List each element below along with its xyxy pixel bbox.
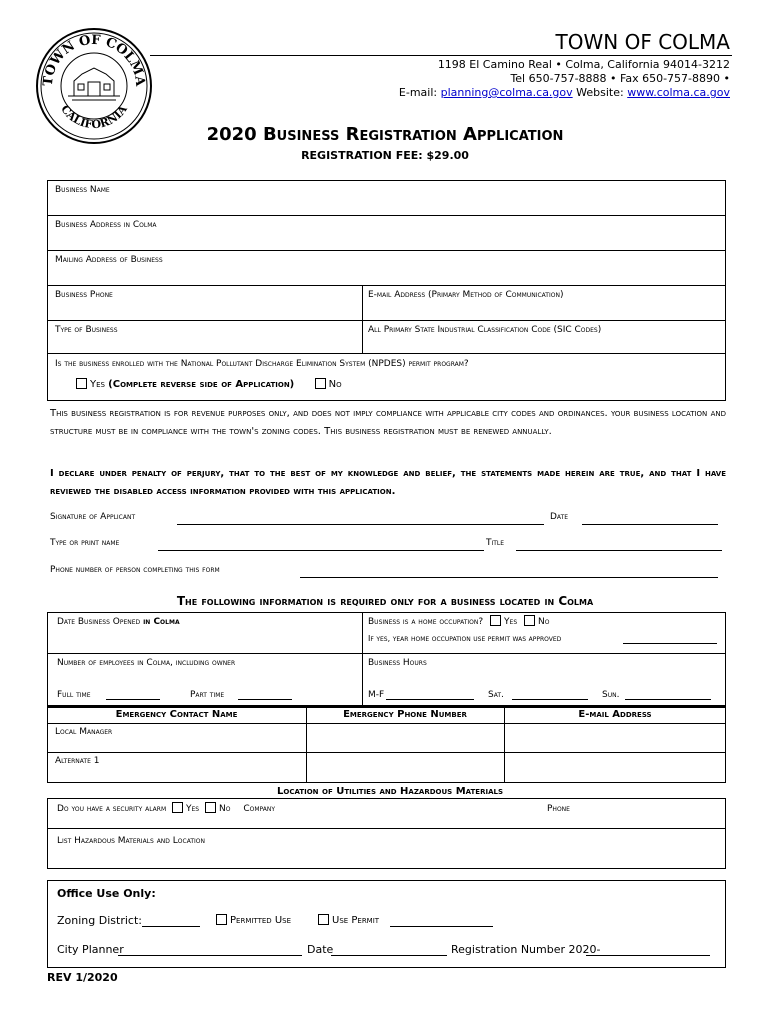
npdes-question: Is the business enrolled with the National Pollutant Discharge Elimination System (NPDES) permit program? (55, 359, 469, 369)
alarm-yes-checkbox[interactable] (172, 802, 183, 813)
mf-label: M-F (368, 690, 385, 700)
revision-label: REV 1/2020 (47, 971, 118, 984)
title-label: Title (486, 538, 505, 548)
security-alarm-label: Do you have a security alarm (57, 804, 167, 814)
business-address-field[interactable]: Business Address in Colma (55, 220, 157, 230)
permit-approved-label: If yes, year home occupation use permit was approved (368, 634, 562, 643)
title-line[interactable] (516, 550, 722, 551)
full-time-label: Full time (57, 690, 91, 700)
print-name-line[interactable] (158, 550, 484, 551)
npdes-no-label: No (328, 379, 342, 390)
header-address: 1198 El Camino Real • Colma, California 94014-3212 (437, 58, 730, 71)
registration-number-label: Registration Number 2020- (451, 943, 601, 956)
business-hours-label: Business Hours (368, 658, 427, 668)
alarm-no-checkbox[interactable] (205, 802, 216, 813)
in-colma-label: in Colma (143, 617, 180, 627)
email-label: E-mail: (398, 86, 438, 99)
permitted-use-label: Permitted Use (230, 915, 292, 926)
use-permit-line[interactable] (390, 926, 493, 927)
permitted-use-checkbox[interactable] (216, 914, 227, 925)
zoning-district-label: Zoning District: (57, 914, 142, 927)
zoning-district-line[interactable] (142, 926, 200, 927)
email-link[interactable]: planning@colma.ca.gov (440, 86, 573, 99)
website-link[interactable]: www.colma.ca.gov (627, 86, 730, 99)
date-opened-field[interactable] (57, 617, 180, 627)
business-type-field[interactable]: Type of Business (55, 325, 118, 335)
header-phones: Tel 650-757-8888 • Fax 650-757-8890 • (510, 72, 730, 85)
npdes-options (76, 378, 342, 390)
use-permit-label: Use Permit (332, 915, 380, 926)
city-planner-line[interactable] (118, 955, 302, 956)
alarm-yes-label: Yes (186, 804, 200, 814)
print-name-label: Type or print name (50, 538, 120, 548)
npdes-yes-note: (Complete reverse side of Application) (108, 379, 295, 390)
home-occupation-label: Business is a home occupation? (368, 617, 484, 627)
alternate-row[interactable]: Alternate 1 (55, 756, 100, 766)
office-date-line[interactable] (331, 955, 447, 956)
declaration-text: I declare under penalty of perjury, that to the best of my knowledge and belief, the statements made herein are true, and that I have reviewed the disabled access information provided with this application. (50, 468, 726, 497)
business-name-field[interactable]: Business Name (55, 185, 110, 195)
signature-line[interactable] (177, 524, 544, 525)
security-alarm-row (57, 802, 275, 814)
home-occupation-no-label: No (538, 617, 550, 627)
sat-label: Sat. (488, 690, 504, 700)
home-occupation-no-checkbox[interactable] (524, 615, 535, 626)
alarm-company-label: Company (243, 804, 276, 814)
npdes-no-checkbox[interactable] (315, 378, 326, 389)
hazardous-materials-field[interactable]: List Hazardous Materials and Location (57, 836, 205, 846)
form-title: 2020 Business Registration Application (206, 124, 564, 145)
home-occupation-yes-label: Yes (504, 617, 518, 627)
seal-top-text: TOWN OF COLMA (40, 32, 148, 87)
full-time-line[interactable] (106, 699, 160, 700)
office-use-heading: Office Use Only: (57, 887, 156, 900)
use-permit-option (318, 914, 379, 926)
office-date-label: Date (307, 943, 334, 956)
local-manager-row[interactable]: Local Manager (55, 727, 113, 737)
signature-date-line[interactable] (582, 524, 718, 525)
email-address-field[interactable]: E-mail Address (Primary Method of Communication) (368, 290, 564, 300)
alarm-phone-label: Phone (547, 804, 570, 814)
home-occupation (368, 615, 550, 627)
emergency-name-header: Emergency Contact Name (115, 709, 238, 720)
registration-number-line[interactable] (586, 955, 710, 956)
seal-bottom-text: CALIFORNIA (58, 102, 130, 132)
permitted-use-option (216, 914, 291, 926)
alarm-no-label: No (218, 804, 231, 814)
sun-label: Sun. (602, 690, 620, 700)
npdes-yes-label: Yes (90, 379, 105, 390)
part-time-label: Part time (190, 690, 225, 700)
website-label: Website: (576, 86, 624, 99)
registration-fee: REGISTRATION FEE: $29.00 (301, 149, 469, 162)
disclaimer-text: This business registration is for revenue purposes only, and does not imply compliance with applicable city codes and ordinances. your business location and structure must be in compliance with the town's zoning codes. This business registration must be renewed annually. (50, 408, 726, 437)
mf-hours-line[interactable] (386, 699, 474, 700)
home-occupation-yes-checkbox[interactable] (490, 615, 501, 626)
emergency-email-header: E-mail Address (578, 709, 652, 720)
employees-label: Number of employees in Colma, including owner (57, 658, 236, 668)
mailing-address-field[interactable]: Mailing Address of Business (55, 255, 163, 265)
colma-section-heading: The following information is required only for a business located in Colma (176, 594, 594, 608)
signature-label: Signature of Applicant (50, 512, 136, 522)
sun-hours-line[interactable] (625, 699, 711, 700)
town-name: TOWN OF COLMA (555, 30, 730, 54)
date-opened-label: Date Business Opened (57, 617, 141, 627)
date-label: Date (550, 512, 569, 522)
business-phone-field[interactable]: Business Phone (55, 290, 113, 300)
use-permit-checkbox[interactable] (318, 914, 329, 925)
npdes-yes-checkbox[interactable] (76, 378, 87, 389)
header-contact (300, 86, 730, 99)
utilities-heading: Location of Utilities and Hazardous Materials (277, 786, 503, 797)
phone-completing-label: Phone number of person completing this form (50, 565, 220, 575)
emergency-phone-header: Emergency Phone Number (343, 709, 467, 720)
sic-codes-field[interactable]: All Primary State Industrial Classification Code (SIC Codes) (368, 325, 602, 335)
sat-hours-line[interactable] (512, 699, 588, 700)
phone-completing-line[interactable] (300, 577, 718, 578)
city-planner-label: City Planner (57, 943, 124, 956)
permit-year-line[interactable] (623, 643, 717, 644)
part-time-line[interactable] (238, 699, 292, 700)
